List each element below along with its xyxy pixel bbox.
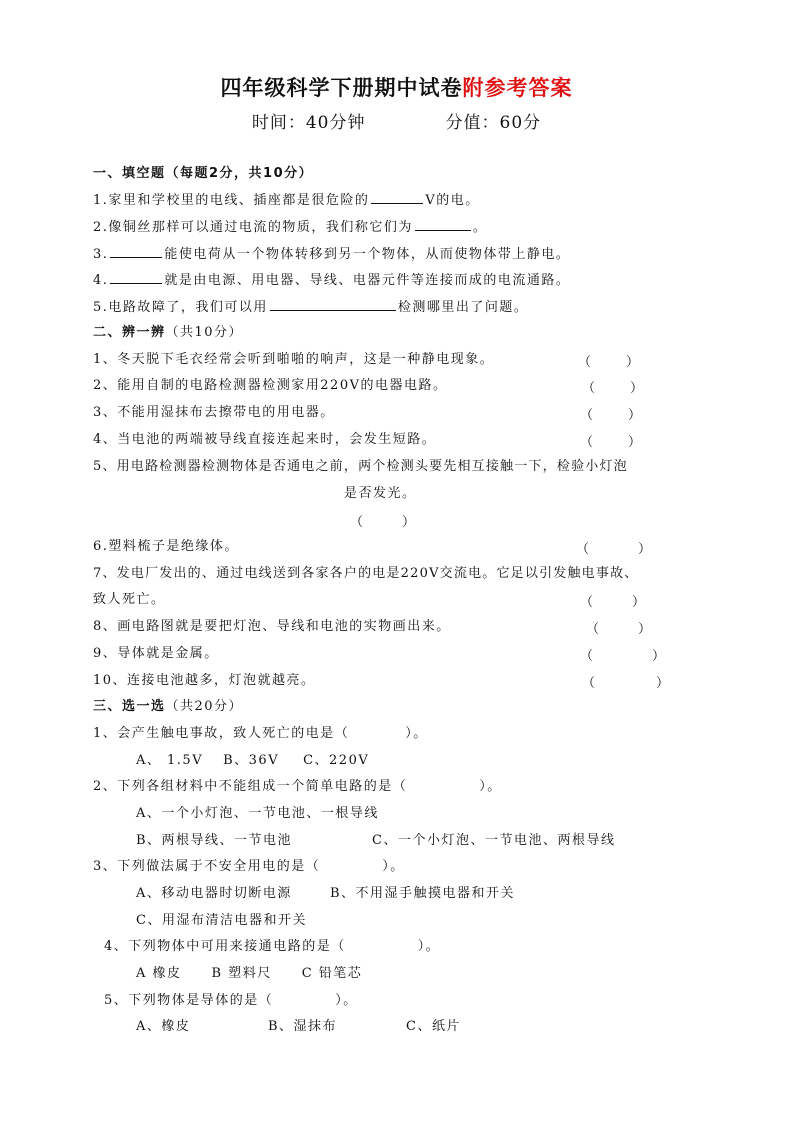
- option-c: C、220V: [303, 753, 370, 768]
- option-b: B、36V: [223, 753, 280, 768]
- answer-parens[interactable]: （ ）: [350, 515, 417, 530]
- option-b: B 塑料尺: [211, 966, 272, 981]
- option-a: A、 1.5V: [136, 753, 204, 768]
- exam-info: [0, 108, 793, 133]
- answer-parens[interactable]: （ ）: [586, 622, 653, 637]
- option-c: C 铅笔芯: [301, 966, 363, 981]
- choice-option-2c: C、一个小灯泡、一节电池、两根导线: [372, 833, 616, 848]
- fill-question-2: 2.像铜丝那样可以通过电流的物质，我们称它们为 。: [93, 220, 488, 235]
- judge-question-4: 4、当电池的两端被导线直接连起来时，会发生短路。: [93, 432, 437, 447]
- choice-option-3c: C、用湿布清洁电器和开关: [136, 913, 307, 928]
- choice-question-5: 5、下列物体是导体的是（ ）。: [104, 993, 358, 1008]
- judge-question-7: 7、发电厂发出的、通过电线送到各家各户的电是220V交流电。它足以引发触电事故、: [93, 566, 639, 581]
- section2-heading: 二、辨一辨（共10分）: [93, 325, 244, 340]
- title-suffix: 附参考答案: [462, 75, 573, 100]
- answer-parens[interactable]: （ ）: [580, 649, 667, 664]
- judge-question-5-cont: 是否发光。: [344, 486, 417, 501]
- answer-blank[interactable]: [270, 298, 396, 311]
- fill-question-4: 4. 就是由电源、用电器、导线、电器元件等连接而成的电流通路。: [93, 273, 571, 288]
- title-main: 四年级科学下册期中试卷: [220, 75, 463, 100]
- judge-question-2: 2、能用自制的电路检测器检测家用220V的电器电路。: [93, 378, 448, 393]
- judge-question-3: 3、不能用湿抹布去擦带电的用电器。: [93, 405, 335, 420]
- judge-question-8: 8、画电路图就是要把灯泡、导线和电池的实物画出来。: [93, 619, 451, 634]
- judge-question-6: 6.塑料梳子是绝缘体。: [93, 539, 239, 554]
- answer-blank[interactable]: [371, 191, 423, 204]
- choice-options-1: [136, 752, 369, 770]
- answer-parens[interactable]: （ ）: [582, 381, 645, 396]
- fill-question-3: 3. 能使电荷从一个物体转移到另一个物体，从而使物体带上静电。: [93, 247, 571, 262]
- answer-parens[interactable]: （ ）: [578, 355, 641, 370]
- fill-question-1: 1.家里和学校里的电线、插座都是很危险的 V的电。: [93, 193, 480, 208]
- choice-option-3b: B、不用湿手触摸电器和开关: [330, 886, 516, 901]
- judge-question-1: 1、冬天脱下毛衣经常会听到啪啪的响声，这是一种静电现象。: [93, 352, 495, 367]
- answer-parens[interactable]: （ ）: [580, 408, 643, 423]
- choice-option-5c: C、纸片: [406, 1019, 461, 1034]
- choice-question-4: 4、下列物体中可用来接通电路的是（ ）。: [104, 939, 441, 954]
- page-title: [0, 72, 793, 102]
- judge-question-5: 5、用电路检测器检测物体是否通电之前，两个检测头要先相互接触一下，检验小灯泡: [93, 459, 628, 474]
- choice-options-4: [136, 965, 362, 983]
- judge-question-10: 10、连接电池越多，灯泡就越亮。: [93, 673, 316, 688]
- choice-option-2a: A、一个小灯泡、一节电池、一根导线: [136, 806, 379, 821]
- judge-question-7-cont: 致人死亡。: [93, 592, 166, 607]
- option-a: A 橡皮: [136, 966, 182, 981]
- answer-blank[interactable]: [110, 245, 162, 258]
- answer-parens[interactable]: （ ）: [582, 676, 671, 691]
- choice-option-5b: B、湿抹布: [268, 1019, 338, 1034]
- section3-heading: 三、选一选（共20分）: [93, 699, 244, 714]
- answer-blank[interactable]: [415, 218, 471, 231]
- choice-question-2: 2、下列各组材料中不能组成一个简单电路的是（ ）。: [93, 779, 502, 794]
- fill-question-5: 5.电路故障了，我们可以用 检测哪里出了问题。: [93, 300, 529, 315]
- judge-question-9: 9、导体就是金属。: [93, 646, 219, 661]
- answer-parens[interactable]: （ ）: [576, 542, 653, 557]
- choice-question-3: 3、下列做法属于不安全用电的是（ ）。: [93, 859, 405, 874]
- choice-option-5a: A、橡皮: [136, 1019, 191, 1034]
- total-score: 分值：60分: [445, 113, 542, 133]
- section1-heading: 一、填空题（每题2分，共10分）: [93, 166, 314, 181]
- choice-question-1: 1、会产生触电事故，致人死亡的电是（ ）。: [93, 726, 428, 741]
- answer-parens[interactable]: （ ）: [580, 435, 643, 450]
- answer-parens[interactable]: （ ）: [580, 595, 647, 610]
- choice-option-2b: B、两根导线、一节电池: [136, 833, 293, 848]
- choice-option-3a: A、移动电器时切断电源: [136, 886, 292, 901]
- time-limit: 时间：40分钟: [251, 113, 366, 133]
- answer-blank[interactable]: [110, 271, 162, 284]
